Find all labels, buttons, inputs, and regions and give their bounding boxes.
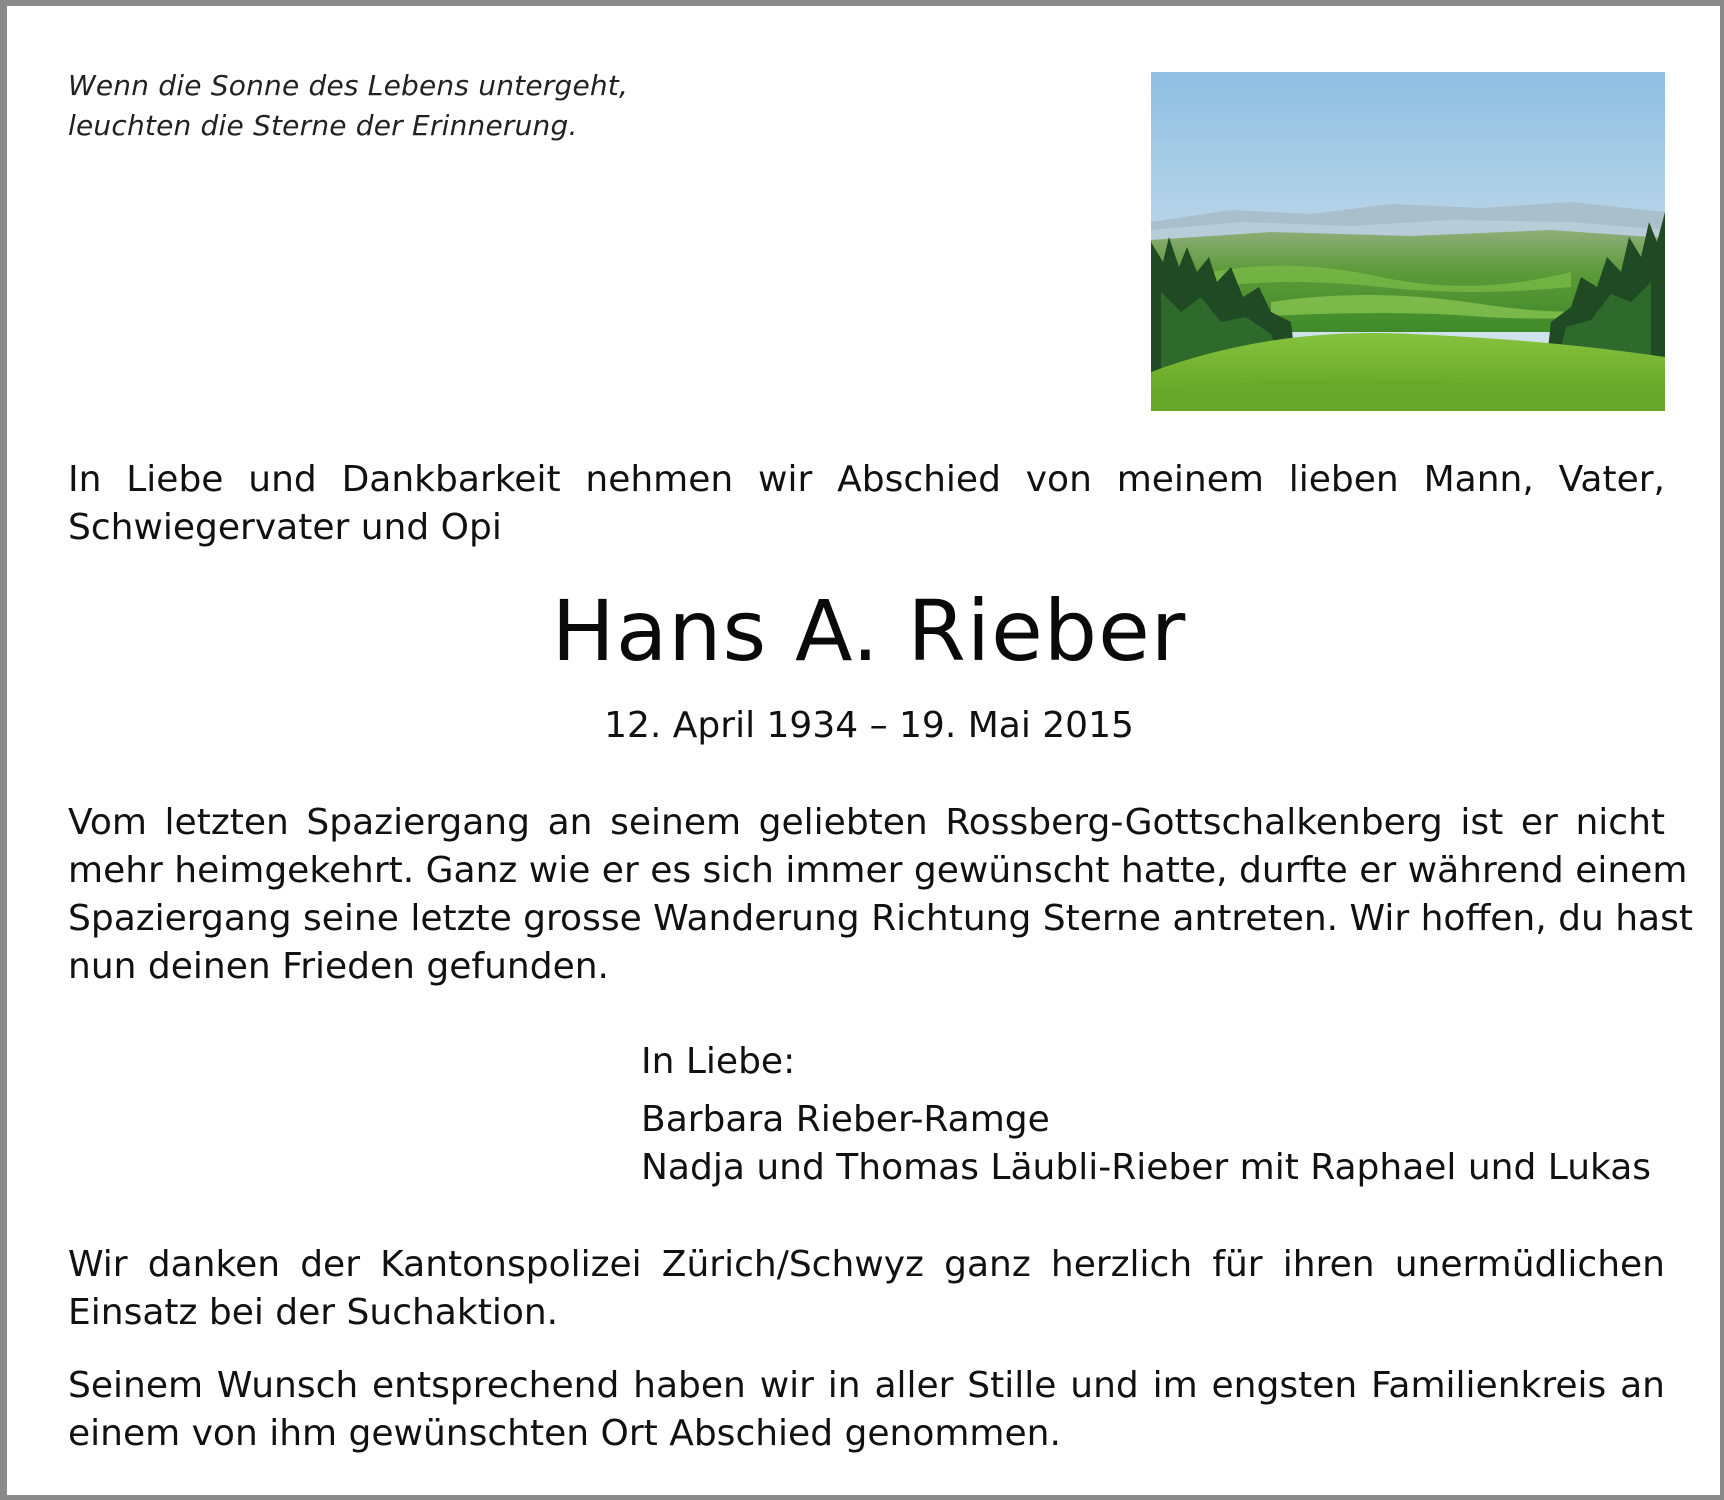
intro-text: [68, 456, 1665, 552]
thanks-line: Wir danken der Kantonspolizei Zürich/Schwyz ganz herzlich für ihren unermüdlichen: [68, 1244, 1665, 1285]
motto-line-1: Wenn die Sonne des Lebens untergeht,: [68, 69, 629, 102]
message-line: mehr heimgekehrt. Ganz wie er es sich immer gewünscht hatte, durfte er während einem: [68, 850, 1688, 891]
message-line: Spaziergang seine letzte grosse Wanderung Richtung Sterne antreten. Wir hoffen, du hast: [68, 898, 1693, 939]
closing-line: Seinem Wunsch entsprechend haben wir in aller Stille und im engsten Familienkreis an: [68, 1365, 1665, 1406]
closing-line: einem von ihm gewünschten Ort Abschied genommen.: [68, 1413, 1061, 1454]
deceased-name: Hans A. Rieber: [551, 582, 1187, 680]
thanks-paragraph: [68, 1241, 1665, 1337]
intro-line-1: In Liebe und Dankbarkeit nehmen wir Abschied von meinem lieben Mann, Vater,: [68, 459, 1665, 500]
motto-line-2: leuchten die Sterne der Erinnerung.: [68, 109, 578, 142]
intro-line-2: Schwiegervater und Opi: [68, 507, 502, 548]
landscape-illustration: [1151, 72, 1665, 411]
signer-name: Barbara Rieber-Ramge: [641, 1099, 1050, 1140]
signers-block: [641, 1038, 1651, 1192]
thanks-line: Einsatz bei der Suchaktion.: [68, 1292, 559, 1333]
landscape-photo: [1151, 72, 1665, 411]
closing-paragraph: [68, 1362, 1665, 1458]
message-paragraph: [68, 799, 1693, 991]
message-line: Vom letzten Spaziergang an seinem geliebten Rossberg-Gottschalkenberg ist er nicht: [68, 802, 1665, 843]
signer-name: Nadja und Thomas Läubli-Rieber mit Raphael und Lukas: [641, 1147, 1652, 1188]
signers-heading: In Liebe:: [641, 1041, 796, 1082]
motto: [68, 66, 628, 146]
message-line: nun deinen Frieden gefunden.: [68, 946, 609, 987]
life-dates: 12. April 1934 – 19. Mai 2015: [604, 705, 1134, 746]
